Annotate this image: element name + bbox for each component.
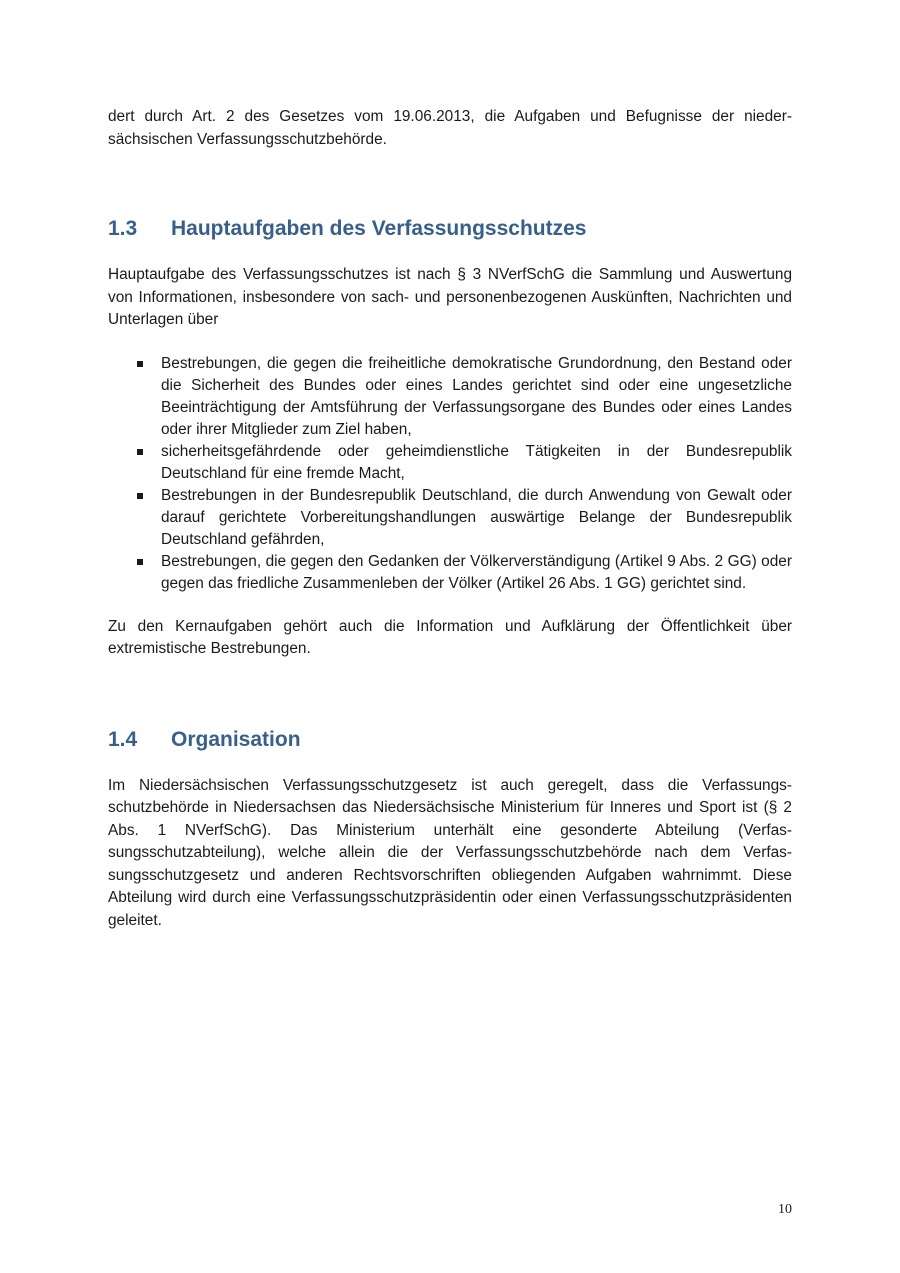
list-item [108, 441, 792, 485]
section-heading-1-3 [108, 214, 792, 244]
square-bullet-icon [137, 559, 143, 565]
tasks-bullet-list [108, 353, 792, 595]
list-item [108, 551, 792, 595]
square-bullet-icon [137, 493, 143, 499]
square-bullet-icon [137, 449, 143, 455]
list-item [108, 485, 792, 551]
page-number: 10 [778, 1202, 792, 1217]
section-title: Organisation [171, 727, 301, 751]
section-1-3-paragraph-2: Zu den Kernaufgaben gehört auch die Information und Aufklärung der Öffentlichkeit über extremistische Bestrebungen. [108, 617, 792, 657]
list-item-text: sicherheitsgefährdende oder geheimdienstliche Tätigkeiten in der Bundesrepublik Deutschland für eine fremde Macht, [161, 442, 792, 482]
square-bullet-icon [137, 361, 143, 367]
page-content [108, 106, 792, 932]
list-item-text: Bestrebungen in der Bundesrepublik Deutschland, die durch Anwendung von Gewalt oder darauf gerichtete Vorbereitungshandlungen auswärtige Belange der Bundesrepublik Deutschland gefährden, [161, 486, 792, 548]
list-item [108, 353, 792, 441]
section-number: 1.4 [108, 727, 138, 751]
section-title: Hauptaufgaben des Verfassungsschutzes [171, 217, 587, 240]
section-heading-1-4 [108, 725, 792, 755]
list-item-text: Bestrebungen, die gegen die freiheitliche demokratische Grundordnung, den Bestand oder die Sicherheit des Bundes oder eines Landes gerichtet sind oder eine ungesetzliche Beeinträchtigung der Amtsführung der Verfassungsorgane des Bundes oder eines Landes oder ihrer Mitglieder zum Ziel haben, [161, 354, 792, 438]
section-number: 1.3 [108, 217, 138, 240]
intro-paragraph: dert durch Art. 2 des Gesetzes vom 19.06.2013, die Aufgaben und Befugnisse der niedersächsischen Verfassungsschutzbehörde. [108, 108, 792, 148]
section-1-3-paragraph-1: Hauptaufgabe des Verfassungsschutzes ist nach § 3 NVerfSchG die Sammlung und Auswertung von Informationen, insbesondere von sach- und personenbezogenen Auskünften, Nachrichten und Unterlagen über [108, 266, 792, 328]
list-item-text: Bestrebungen, die gegen den Gedanken der Völkerverständigung (Artikel 9 Abs. 2 GG) oder gegen das friedliche Zusammenleben der Völker (Artikel 26 Abs. 1 GG) gerichtet sind. [161, 552, 792, 592]
section-1-4-paragraph: Im Niedersächsischen Verfassungsschutzgesetz ist auch geregelt, dass die Verfassungsschutzbehörde in Niedersachsen das Niedersächsische Ministerium für Inneres und Sport ist (§ 2 Abs. 1 NVerfSchG). Das Ministerium unterhält eine gesonderte Abteilung (Verfassungsschutzabteilung), welche allein die der Verfassungsschutzbehörde nach dem Verfassungsschutzgesetz und anderen Rechtsvorschriften obliegenden Aufgaben wahrnimmt. Diese Abteilung wird durch eine Verfassungsschutzpräsidentin oder einen Verfassungsschutzpräsidenten geleitet. [108, 776, 792, 929]
